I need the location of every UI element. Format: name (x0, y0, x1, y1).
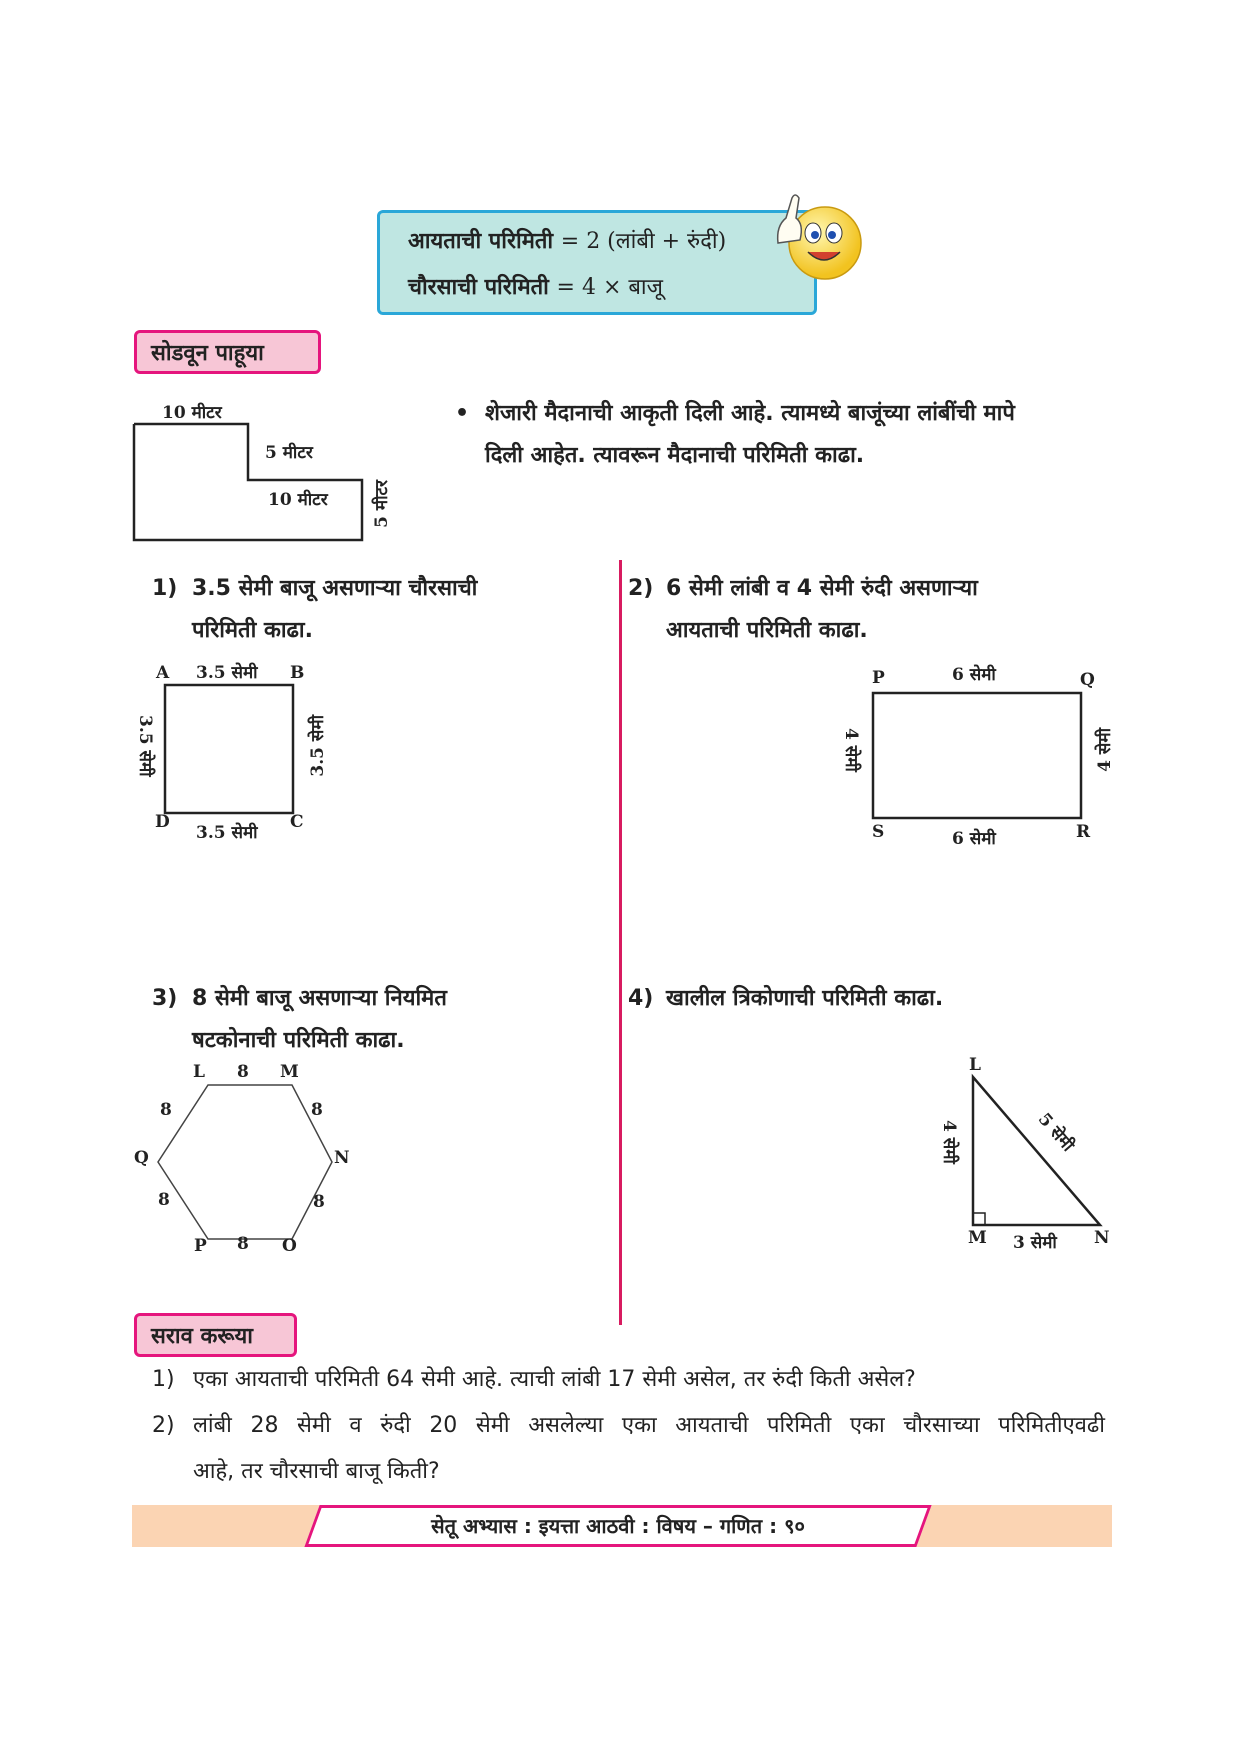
q3-line1: 8 सेमी बाजू असणाऱ्या नियमित (192, 986, 447, 1011)
q4-side-mn: 3 सेमी (1013, 1233, 1057, 1253)
q1-vertex-d: D (155, 812, 170, 832)
practice-2-line2: आहे, तर चौरसाची बाजू किती? (193, 1459, 440, 1484)
practice-2-line1: लांबी 28 सेमी व रुंदी 20 सेमी असलेल्या एका आयताची परिमिती एका चौरसाच्या परिमितीएवढी (193, 1413, 1105, 1438)
q1-vertex-b: B (290, 663, 305, 683)
q4-number: 4) (628, 986, 654, 1011)
q2-right-side-label: 4 सेमी (1095, 728, 1115, 772)
q2-vertex-p: P (872, 668, 885, 688)
q1-left-side-label: 3.5 सेमी (135, 715, 155, 777)
q1-vertex-a: A (156, 663, 170, 683)
q2-vertex-s: S (872, 822, 885, 842)
q4-side-lm: 4 सेमी (939, 1120, 959, 1164)
q2-line2: आयताची परिमिती काढा. (666, 618, 868, 643)
q3-side-ql: 8 (160, 1100, 172, 1120)
field-bullet: • (455, 401, 470, 426)
q3-side-lm: 8 (237, 1062, 249, 1082)
q1-bottom-side-label: 3.5 सेमी (196, 823, 258, 843)
q3-vertex-l: L (193, 1062, 205, 1082)
q1-top-side-label: 3.5 सेमी (196, 663, 258, 683)
q3-side-mn: 8 (311, 1100, 323, 1120)
q2-bottom-side-label: 6 सेमी (952, 829, 996, 849)
q3-number: 3) (152, 986, 178, 1011)
rect-perimeter-formula: आयताची परिमिती = 2 (लांबी + रुंदी) (408, 229, 727, 254)
q3-side-op: 8 (237, 1234, 249, 1254)
q4-vertex-l: L (969, 1055, 981, 1075)
q2-vertex-r: R (1076, 822, 1091, 842)
q4-triangle-figure (960, 1065, 1110, 1235)
footer-text: सेतू अभ्यास : इयत्ता आठवी : विषय – गणित : ९० (431, 1514, 805, 1538)
q4-vertex-m: M (968, 1228, 987, 1248)
field-question-line1: शेजारी मैदानाची आकृती दिली आहे. त्यामध्ये बाजूंच्या लांबींची मापे (485, 401, 1015, 426)
q2-vertex-q: Q (1080, 670, 1095, 690)
q1-right-side-label: 3.5 सेमी (308, 715, 328, 777)
q3-vertex-q: Q (134, 1148, 149, 1168)
q1-vertex-c: C (290, 812, 304, 832)
q3-side-pq: 8 (158, 1190, 170, 1210)
q3-vertex-n: N (334, 1148, 350, 1168)
q3-vertex-p: P (194, 1236, 207, 1256)
square-perimeter-formula: चौरसाची परिमिती = 4 × बाजू (408, 275, 663, 300)
q1-line2: परिमिती काढा. (192, 618, 313, 643)
field-question-line2: दिली आहेत. त्यावरून मैदानाची परिमिती काढा. (485, 443, 865, 468)
q2-rectangle-figure (868, 688, 1088, 823)
q2-left-side-label: 4 सेमी (841, 728, 861, 772)
practice-1-number: 1) (152, 1367, 175, 1392)
column-divider (619, 560, 622, 1325)
q2-number: 2) (628, 576, 654, 601)
field-step-horizontal-label: 10 मीटर (268, 490, 328, 510)
field-step-vertical-label: 5 मीटर (265, 443, 313, 463)
practice-2-number: 2) (152, 1413, 175, 1438)
q3-vertex-m: M (280, 1062, 299, 1082)
q1-number: 1) (152, 576, 178, 601)
q1-line1: 3.5 सेमी बाजू असणाऱ्या चौरसाची (192, 576, 478, 601)
q1-square-figure (160, 680, 300, 820)
q2-line1: 6 सेमी लांबी व 4 सेमी रुंदी असणाऱ्या (666, 576, 978, 601)
practice-section-title: सराव करूया (134, 1313, 297, 1357)
q3-line2: षटकोनाची परिमिती काढा. (192, 1028, 405, 1053)
solve-section-title: सोडवून पाहूया (134, 330, 321, 374)
q3-vertex-o: O (282, 1236, 297, 1256)
q2-top-side-label: 6 सेमी (952, 665, 996, 685)
field-top-label: 10 मीटर (162, 403, 222, 423)
formula-box (377, 210, 817, 315)
q4-line1: खालील त्रिकोणाची परिमिती काढा. (666, 986, 944, 1011)
q4-side-ln: 5 सेमी (1033, 1109, 1078, 1156)
field-right-label: 5 मीटर (372, 480, 392, 528)
q3-side-no: 8 (313, 1192, 325, 1212)
practice-1-text: एका आयताची परिमिती 64 सेमी आहे. त्याची लांबी 17 सेमी असेल, तर रुंदी किती असेल? (193, 1367, 916, 1392)
smiley-mascot-icon (770, 188, 870, 288)
q4-vertex-n: N (1094, 1228, 1110, 1248)
